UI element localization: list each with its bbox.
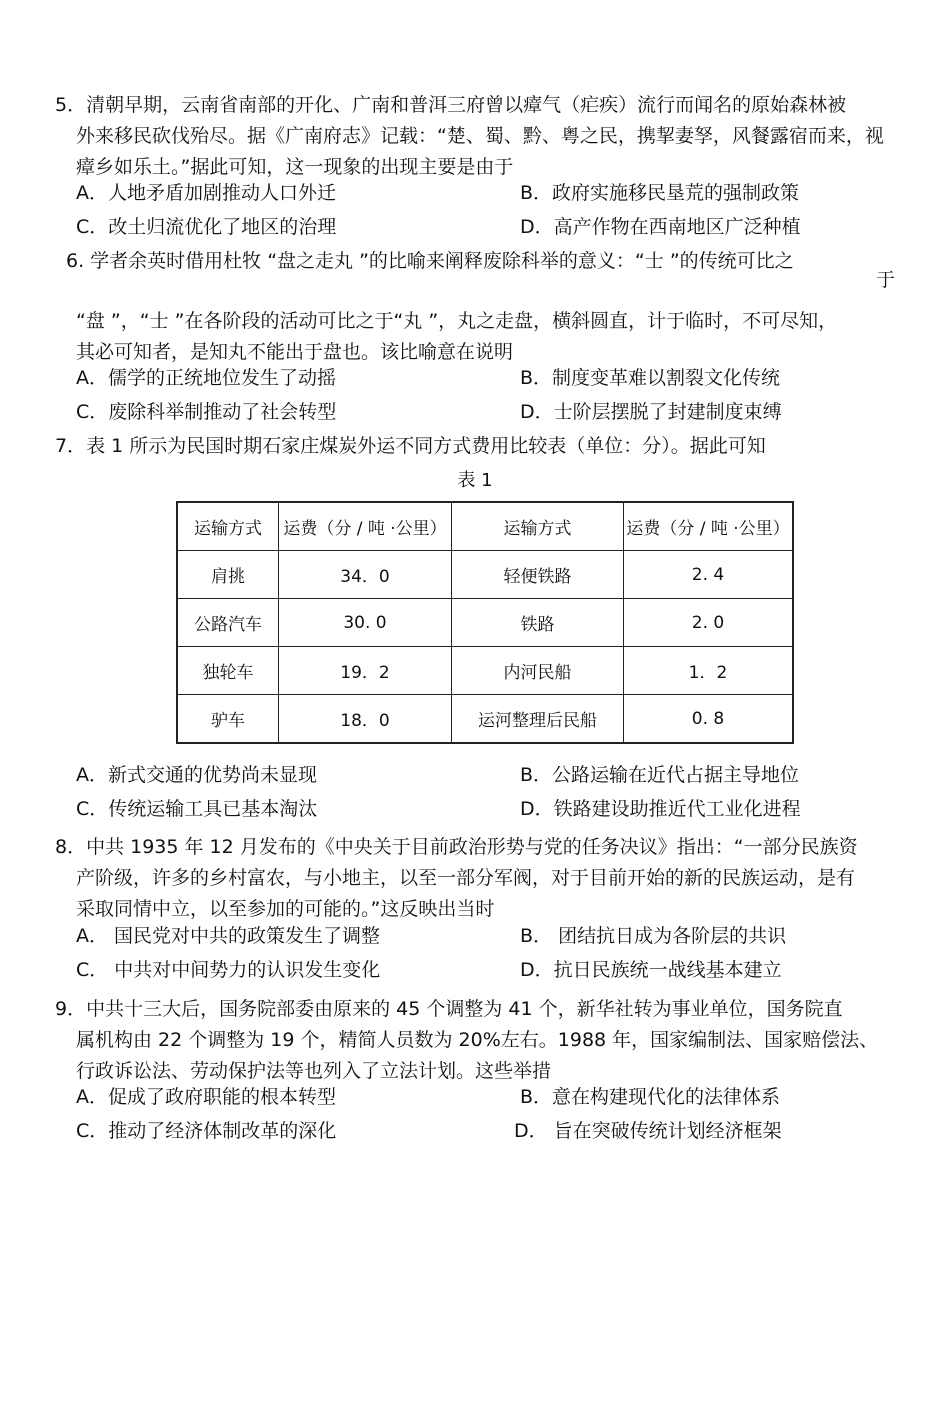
q6-stem-line-1: 6. 学者余英时借用杜牧 “盘之走丸 ”的比喻来阐释废除科举的意义：“士 ”的传统可比之 [66, 250, 794, 272]
q7-stem-line-1: 7．表 1 所示为民国时期石家庄煤炭外运不同方式费用比较表（单位：分）。据此可知 [55, 435, 766, 457]
q6-option-d: D．士阶层摆脱了封建制度束缚 [520, 401, 782, 423]
q5-stem-line-3: 瘴乡如乐土。”据此可知，这一现象的出现主要是由于 [76, 156, 514, 178]
q8-option-b: B． 团结抗日成为各阶层的共识 [520, 925, 787, 947]
table-cell: 轻便铁路 [452, 551, 624, 599]
q6-stem-line-1-tail: 于 [876, 269, 896, 291]
q9-stem-line-2: 属机构由 22 个调整为 19 个，精简人员数为 20%左右。1988 年，国家编制法、国家赔偿法、 [76, 1029, 879, 1051]
q6-stem-line-2: “盘 ”，“士 ”在各阶段的活动可比之于“丸 ”，丸之走盘，横斜圆直，计于临时，不可尽知， [76, 310, 838, 332]
q9-stem-line-1: 9．中共十三大后，国务院部委由原来的 45 个调整为 41 个，新华社转为事业单位，国务院直 [55, 998, 843, 1020]
table-cell: 铁路 [452, 599, 624, 647]
table-cell: 34．0 [279, 551, 452, 599]
q7-option-d: D．铁路建设助推近代工业化进程 [520, 798, 801, 820]
q7-option-c: C．传统运输工具已基本淘汰 [76, 798, 318, 820]
table-caption: 表 1 [457, 470, 493, 491]
q9-stem-line-3: 行政诉讼法、劳动保护法等也列入了立法计划。这些举措 [76, 1060, 552, 1082]
table-cell: 2. 0 [624, 599, 794, 647]
q5-stem-line-2: 外来移民砍伐殆尽。据《广南府志》记载：“楚、蜀、黔、粤之民，携挈妻孥，风餐露宿而来，视 [76, 125, 884, 147]
table-row [177, 647, 793, 695]
table-header-cell: 运费（分 / 吨 ·公里） [624, 502, 794, 551]
table-header-cell: 运输方式 [177, 502, 279, 551]
q9-option-a: A．促成了政府职能的根本转型 [76, 1086, 336, 1108]
q9-option-b: B．意在构建现代化的法律体系 [520, 1086, 781, 1108]
q9-option-d: D． 旨在突破传统计划经济框架 [514, 1120, 782, 1142]
table-cell: 公路汽车 [177, 599, 279, 647]
q5-option-a: A．人地矛盾加剧推动人口外迁 [76, 182, 336, 204]
q8-option-d: D．抗日民族统一战线基本建立 [520, 959, 782, 981]
q5-option-c: C．改土归流优化了地区的治理 [76, 216, 337, 238]
q6-option-b: B．制度变革难以割裂文化传统 [520, 367, 781, 389]
table-cell: 驴车 [177, 695, 279, 744]
table-cell: 30. 0 [279, 599, 452, 647]
q7-option-b: B．公路运输在近代占据主导地位 [520, 764, 800, 786]
table-cell: 肩挑 [177, 551, 279, 599]
table-cell: 内河民船 [452, 647, 624, 695]
q8-option-a: A． 国民党对中共的政策发生了调整 [76, 925, 381, 947]
table-cell: 1．2 [624, 647, 794, 695]
q6-option-c: C．废除科举制推动了社会转型 [76, 401, 337, 423]
q8-stem-line-1: 8．中共 1935 年 12 月发布的《中央关于目前政治形势与党的任务决议》指出：“一部分民族资 [55, 836, 858, 858]
q8-stem-line-2: 产阶级，许多的乡村富农，与小地主，以至一部分军阀，对于目前开始的新的民族运动，是有 [76, 867, 856, 889]
q7-option-a: A．新式交通的优势尚未显现 [76, 764, 317, 786]
table-row [177, 599, 793, 647]
table-header-cell: 运输方式 [452, 502, 624, 551]
table-cell: 0. 8 [624, 695, 794, 744]
q6-option-a: A．儒学的正统地位发生了动摇 [76, 367, 336, 389]
table-cell: 独轮车 [177, 647, 279, 695]
table-header-cell: 运费（分 / 吨 ·公里） [279, 502, 452, 551]
table-cell: 运河整理后民船 [452, 695, 624, 744]
q5-option-b: B．政府实施移民垦荒的强制政策 [520, 182, 800, 204]
q8-stem-line-3: 采取同情中立，以至参加的可能的。”这反映出当时 [76, 898, 495, 920]
table-row [177, 695, 793, 744]
table-cell: 2. 4 [624, 551, 794, 599]
q5-stem-line-1: 5．清朝早期，云南省南部的开化、广南和普洱三府曾以瘴气（疟疾）流行而闻名的原始森林被 [55, 94, 847, 116]
q6-stem-line-3: 其必可知者，是知丸不能出于盘也。该比喻意在说明 [76, 341, 514, 363]
q8-option-c: C． 中共对中间势力的认识发生变化 [76, 959, 381, 981]
table-row [177, 551, 793, 599]
table-cell: 18．0 [279, 695, 452, 744]
table-header-row [177, 502, 793, 551]
q5-option-d: D．高产作物在西南地区广泛种植 [520, 216, 801, 238]
q9-option-c: C．推动了经济体制改革的深化 [76, 1120, 337, 1142]
table-cell: 19．2 [279, 647, 452, 695]
transport-cost-table [176, 501, 794, 744]
